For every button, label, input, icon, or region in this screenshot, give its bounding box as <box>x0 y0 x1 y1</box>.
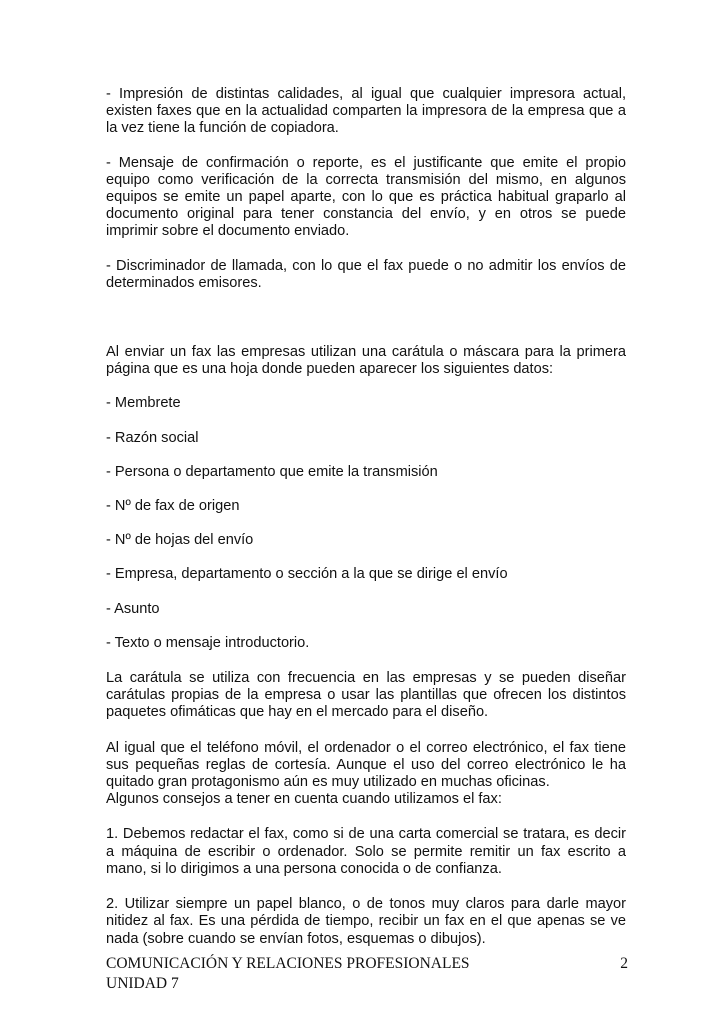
list-item-membrete: - Membrete <box>106 395 181 412</box>
list-item-hojas: - Nº de hojas del envío <box>106 532 254 549</box>
paragraph-impresion: - Impresión de distintas calidades, al igual que cualquier impresora actual, existen faxes que en la actualidad comparten la impresora de la empresa que a la vez tiene la función de copiadora. <box>106 86 626 137</box>
list-item-empresa: - Empresa, departamento o sección a la que se dirige el envío <box>106 566 508 583</box>
paragraph-mensaje-confirmacion: - Mensaje de confirmación o reporte, es el justificante que emite el propio equipo como verificación de la correcta transmisión del mismo, en algunos equipos se emite un papel aparte, con lo que es práctica habitual graparlo al documento original para tener constancia del envío, y en otros se puede imprimir sobre el documento enviado. <box>106 154 626 240</box>
list-item-asunto: - Asunto <box>106 600 160 617</box>
page-footer <box>106 954 628 994</box>
footer-course-title: COMUNICACIÓN Y RELACIONES PROFESIONALES <box>106 955 470 972</box>
body-text <box>106 86 626 948</box>
paragraph-consejos-intro: Algunos consejos a tener en cuenta cuando utilizamos el fax: <box>106 791 502 808</box>
paragraph-cortesia: Al igual que el teléfono móvil, el ordenador o el correo electrónico, el fax tiene sus pequeñas reglas de cortesía. Aunque el uso del correo electrónico le ha quitado gran protagonismo aún es muy utilizado en muchas oficinas. <box>106 739 626 791</box>
list-item-texto: - Texto o mensaje introductorio. <box>106 634 310 651</box>
paragraph-consejo-2: 2. Utilizar siempre un papel blanco, o de tonos muy claros para darle mayor nitidez al fax. Es una pérdida de tiempo, recibir un fax en el que apenas se ve nada (sobre cuando se envían fotos, esquemas o dibujos). <box>106 896 626 947</box>
list-item-fax-origen: - Nº de fax de origen <box>106 498 240 515</box>
paragraph-caratula-diseno: La carátula se utiliza con frecuencia en las empresas y se pueden diseñar carátulas propias de la empresa o usar las plantillas que ofrecen los distintos paquetes ofimáticas que hay en el mercado para el diseño. <box>106 670 626 721</box>
list-item-persona: - Persona o departamento que emite la transmisión <box>106 463 438 480</box>
paragraph-caratula-intro: Al enviar un fax las empresas utilizan una carátula o máscara para la primera página que es una hoja donde pueden aparecer los siguientes datos: <box>106 344 626 378</box>
paragraph-discriminador: - Discriminador de llamada, con lo que el fax puede o no admitir los envíos de determinados emisores. <box>106 257 626 291</box>
paragraph-consejo-1: 1. Debemos redactar el fax, como si de una carta comercial se tratara, es decir a máquina de escribir o ordenador. Solo se permite remitir un fax escrito a mano, si lo dirigimos a una persona conocida o de confianza. <box>106 826 626 877</box>
page-number: 2 <box>620 955 628 972</box>
list-item-razon-social: - Razón social <box>106 429 199 446</box>
footer-unit: UNIDAD 7 <box>106 975 179 992</box>
